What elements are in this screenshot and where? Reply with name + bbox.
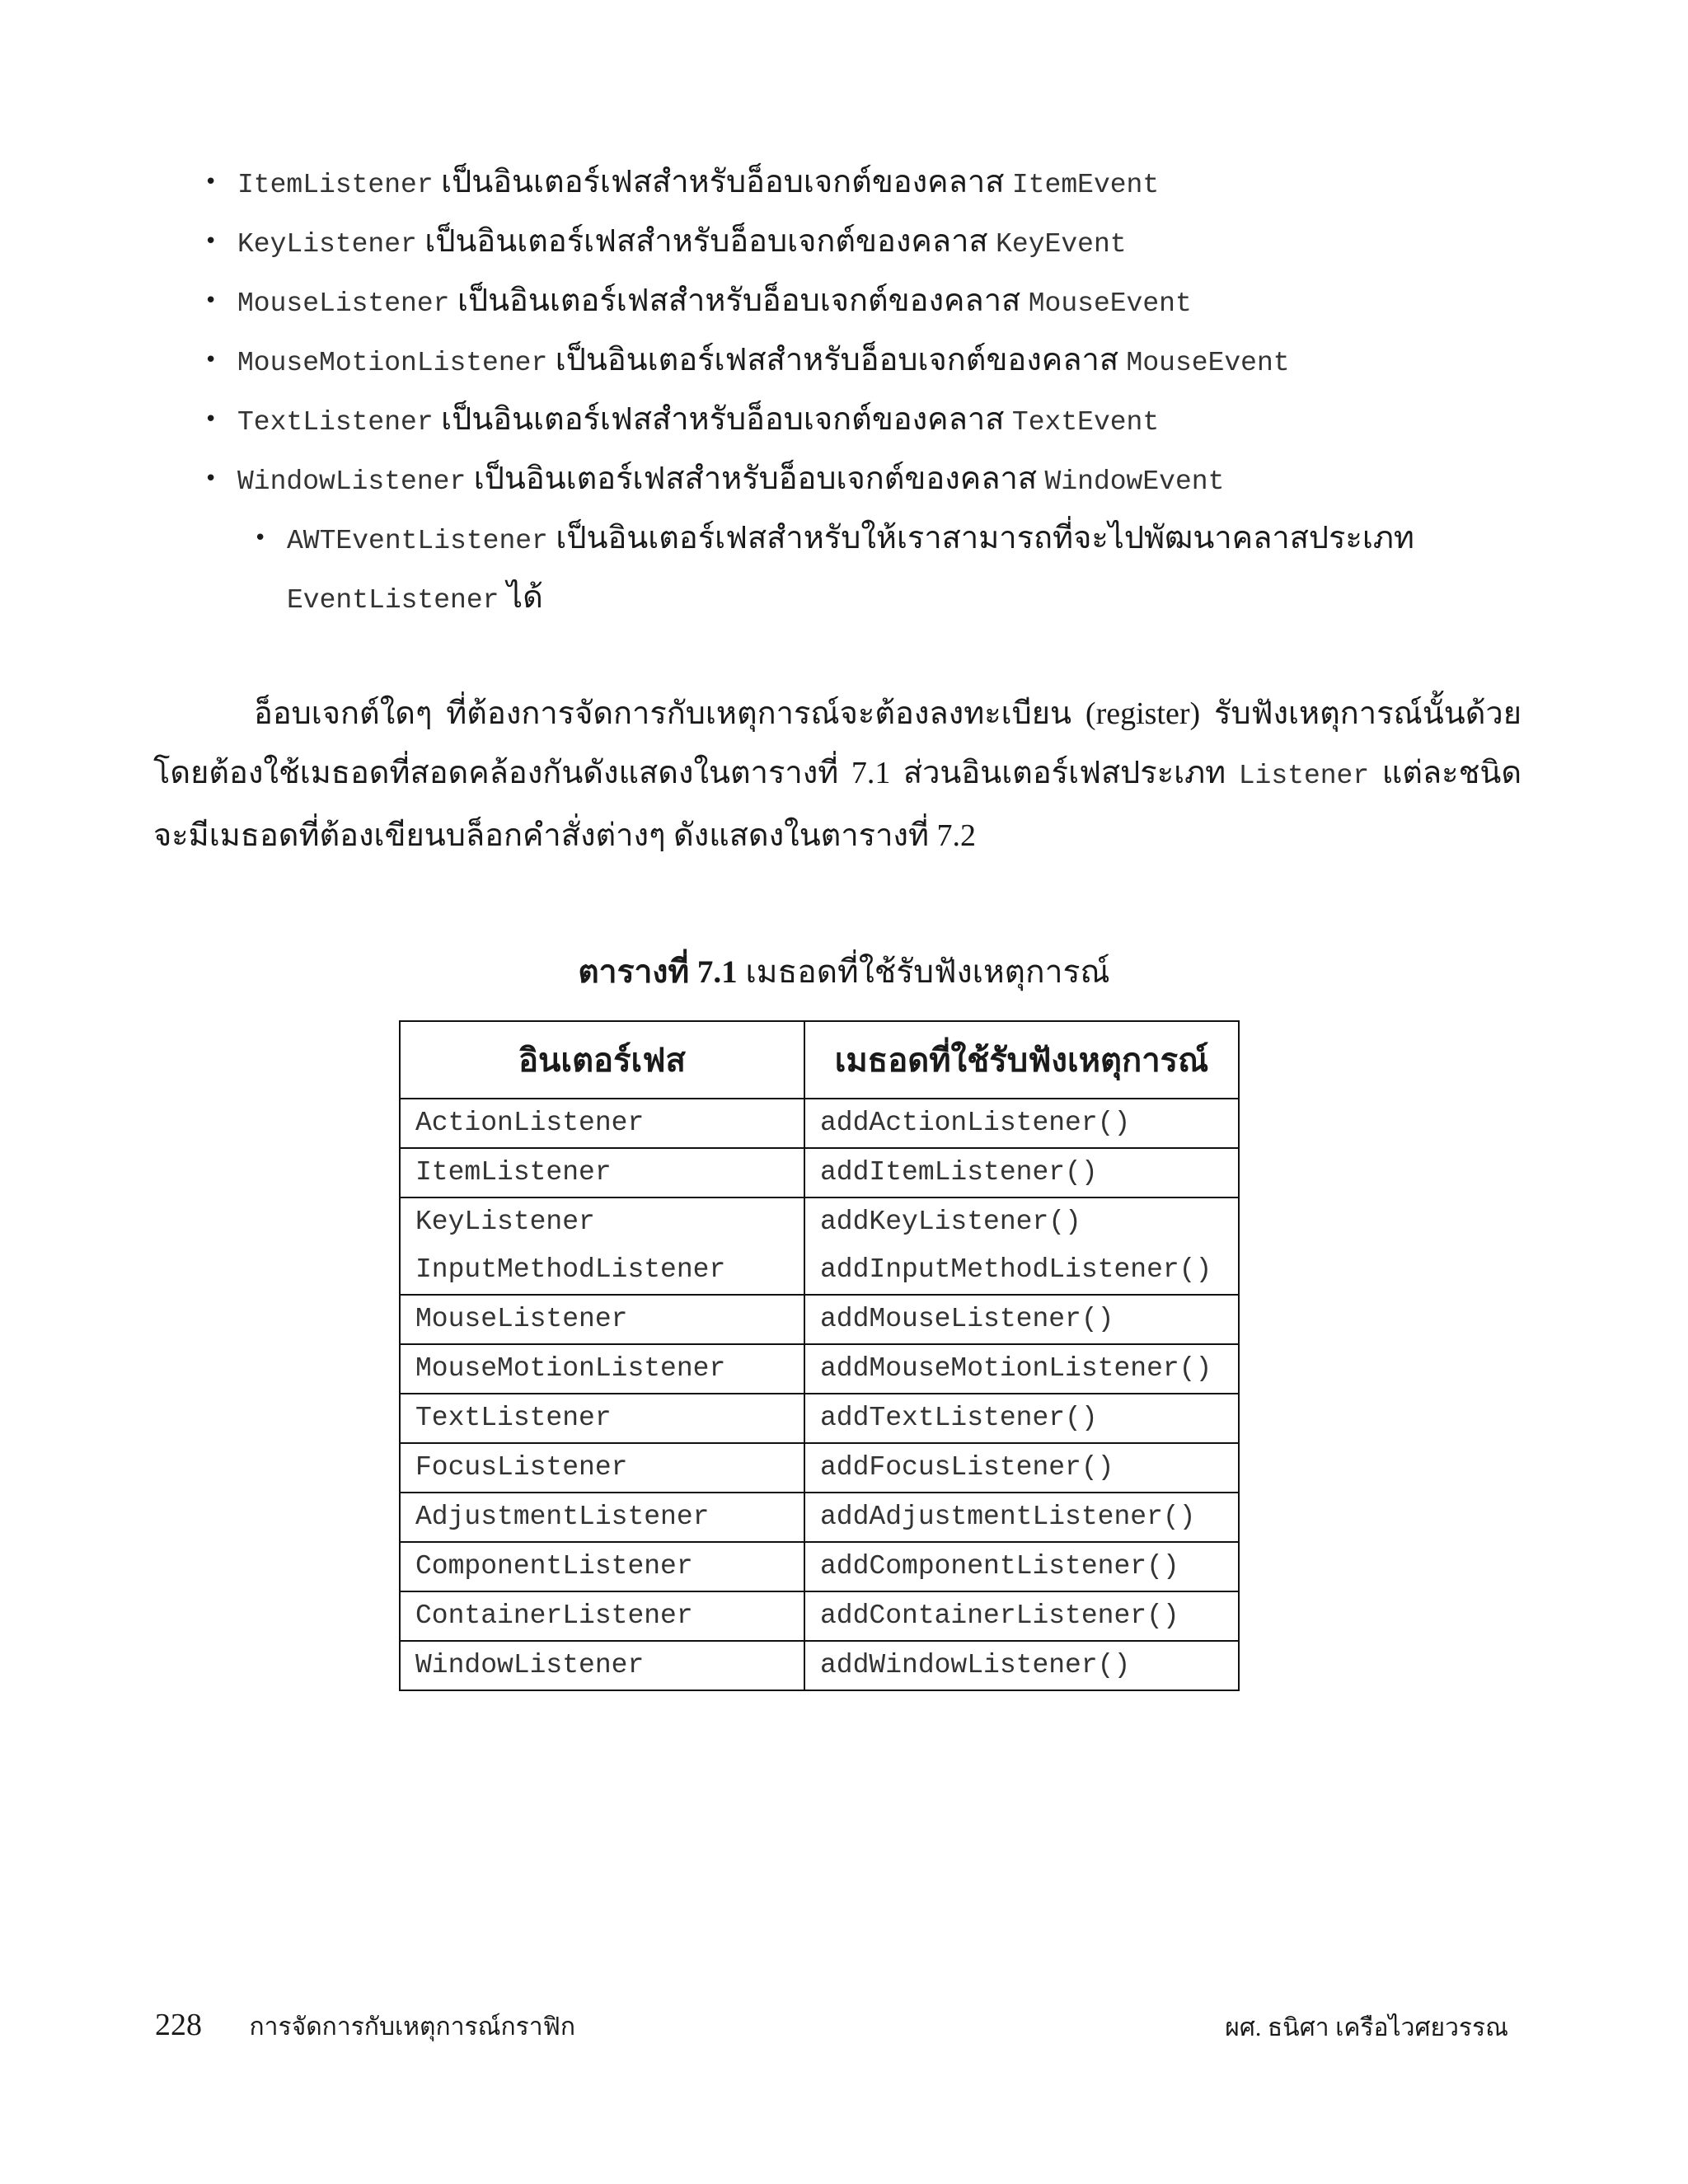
interface-cell: FocusListener [400,1443,804,1493]
page-footer-left [155,2004,575,2048]
table-row [400,1641,1239,1690]
interface-line: InputMethodListener [415,1254,726,1285]
interface-name: KeyListener [237,229,417,260]
continuation-text: ได้ [506,580,543,615]
bullet-item [204,162,1159,206]
page-number: 228 [155,2008,202,2042]
bullet-dot: • [204,229,218,254]
event-class: WindowEvent [1044,466,1225,497]
method-cell: addAdjustmentListener() [804,1493,1239,1542]
table-row [400,1591,1239,1641]
table-caption-title: เมธอดที่ใช้รับฟังเหตุการณ์ [745,954,1110,990]
bullet-item [204,221,1127,265]
bullet-dot: • [204,466,218,491]
author-name: ผศ. ธนิศา เครือไวศยวรรณ [1225,2014,1508,2041]
table-row [400,1394,1239,1443]
interface-cell: ActionListener [400,1099,804,1148]
table-row [400,1295,1239,1344]
method-cell: addItemListener() [804,1148,1239,1197]
method-line: addKeyListener() [820,1207,1081,1237]
bullet-description: เป็นอินเตอร์เฟสสำหรับอ็อบเจกต์ของคลาส [555,343,1119,377]
bullet-description: เป็นอินเตอร์เฟสสำหรับอ็อบเจกต์ของคลาส [424,224,988,259]
bullet-item [204,458,1224,503]
interface-cell: AdjustmentListener [400,1493,804,1542]
method-line: addInputMethodListener() [820,1254,1212,1285]
bullet-description: เป็นอินเตอร์เฟสสำหรับอ็อบเจกต์ของคลาส [441,402,1005,437]
column-header-method: เมธอดที่ใช้รับฟังเหตุการณ์ [804,1021,1239,1099]
bullet-dot: • [254,526,267,551]
bullet-description: เป็นอินเตอร์เฟสสำหรับอ็อบเจกต์ของคลาส [473,462,1038,496]
table-row [400,1443,1239,1493]
bullet-dot: • [204,407,218,432]
interface-cell [400,1197,804,1295]
interface-name: TextListener [237,407,434,438]
inline-code: Listener [1238,761,1370,791]
interface-cell: ComponentListener [400,1542,804,1591]
table-caption [0,948,1688,997]
interface-cell: MouseMotionListener [400,1344,804,1394]
bullet-dot: • [204,348,218,373]
interface-cell: ContainerListener [400,1591,804,1641]
interface-cell: ItemListener [400,1148,804,1197]
table-row [400,1493,1239,1542]
paragraph-text-2: แต่ละชนิดจะมีเมธอดที่ต้องเขียนบล็อกคำสั่งต่างๆ ดังแสดงในตารางที่ 7.2 [153,756,1522,853]
table-row [400,1148,1239,1197]
bullet-item [204,340,1290,384]
table-row [400,1542,1239,1591]
method-cell: addMouseListener() [804,1295,1239,1344]
event-class: MouseEvent [1126,348,1290,378]
bullet-description: เป็นอินเตอร์เฟสสำหรับอ็อบเจกต์ของคลาส [457,284,1021,318]
interface-cell: WindowListener [400,1641,804,1690]
method-cell: addActionListener() [804,1099,1239,1148]
event-class: ItemEvent [1011,170,1160,200]
interface-cell: MouseListener [400,1295,804,1344]
body-paragraph [153,684,1522,865]
interface-line: KeyListener [415,1207,595,1237]
method-cell: addTextListener() [804,1394,1239,1443]
interface-name: WindowListener [237,466,467,497]
bullet-dot: • [204,288,218,313]
bullet-description: เป็นอินเตอร์เฟสสำหรับอ็อบเจกต์ของคลาส [441,165,1005,199]
bullet-description: เป็นอินเตอร์เฟสสำหรับให้เราสามารถที่จะไปพัฒนาคลาสประเภท [556,521,1414,555]
table-caption-number: ตารางที่ 7.1 [578,954,738,990]
listener-methods-table [399,1020,1240,1691]
method-cell [804,1197,1239,1295]
interface-name: MouseListener [237,288,450,319]
interface-cell: TextListener [400,1394,804,1443]
chapter-title: การจัดการกับเหตุการณ์กราฟิก [249,2013,576,2041]
bullet-dot: • [204,170,218,194]
table-row [400,1099,1239,1148]
table-row [400,1197,1239,1295]
sub-bullet-continuation [287,577,543,621]
event-class: MouseEvent [1028,288,1192,319]
method-cell: addWindowListener() [804,1641,1239,1690]
event-class: KeyEvent [996,229,1127,260]
method-cell: addFocusListener() [804,1443,1239,1493]
interface-name: AWTEventListener [287,526,548,556]
column-header-interface: อินเตอร์เฟส [400,1021,804,1099]
interface-name: MouseMotionListener [237,348,548,378]
sub-bullet-item [254,518,1414,562]
paragraph-text-1: อ็อบเจกต์ใดๆ ที่ต้องการจัดการกับเหตุการณ์จะต้องลงทะเบียน (register) รับฟังเหตุการณ์นั้นด้วยโดยต้องใช้เมธอดที่สอดคล้องกันดังแสดงในตารางที่ 7.1 ส่วนอินเตอร์เฟสประเภท [153,696,1522,790]
table-row [400,1344,1239,1394]
bullet-item [204,399,1159,443]
method-cell: addContainerListener() [804,1591,1239,1641]
table-header-row [400,1021,1239,1099]
class-name: EventListener [287,585,499,616]
method-cell: addComponentListener() [804,1542,1239,1591]
interface-name: ItemListener [237,170,434,200]
event-class: TextEvent [1011,407,1160,438]
bullet-item [204,280,1192,325]
method-cell: addMouseMotionListener() [804,1344,1239,1394]
